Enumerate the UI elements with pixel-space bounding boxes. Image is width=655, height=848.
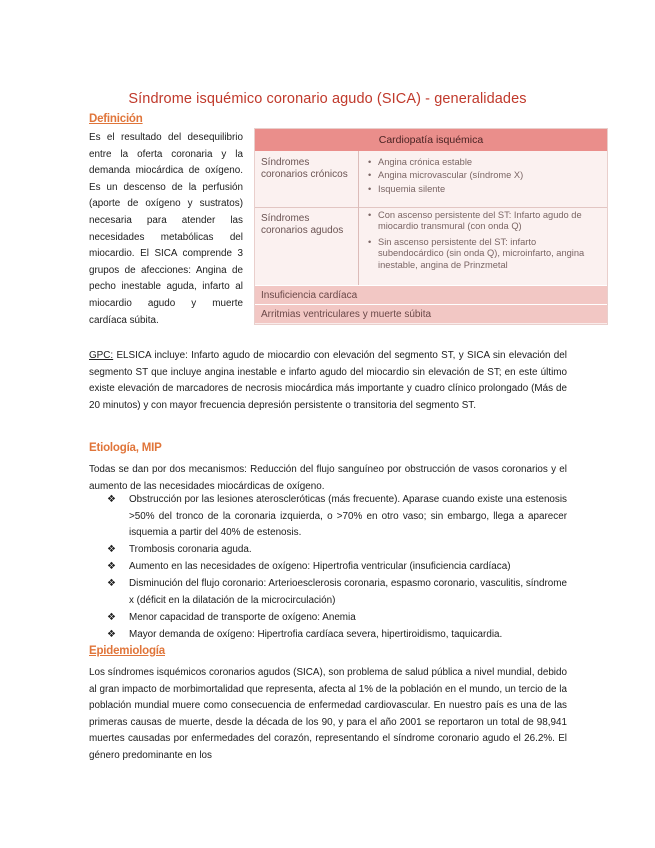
diamond-bullet-icon: ❖ — [107, 544, 116, 556]
bullet-icon: • — [368, 170, 372, 181]
gpc-text: ELSICA incluye: Infarto agudo de miocardio con elevación del segmento ST, y SICA sin elevación del segmento ST que incluye angina inestable e infarto agudo del miocardio sin elevación de ST; en este último existe elevación de marcadores de necrosis miocárdica más importante y cuadro clínico prolongado (Más de 20 minutos) y con mayor frecuencia depresión persistente o transitoria del segmento ST. — [89, 350, 567, 411]
figure-band-arritmias: Arritmias ventriculares y muerte súbita — [255, 304, 607, 323]
bullet-icon: • — [368, 157, 372, 167]
diamond-bullet-icon: ❖ — [107, 578, 116, 590]
figure-band-insuficiencia: Insuficiencia cardíaca — [255, 285, 607, 304]
list-item: ❖ Disminución del flujo coronario: Arterioesclerosis coronaria, espasmo coronario, vasculitis, síndrome x (déficit en la dilatación de la microcirculación) — [107, 578, 567, 607]
list-item: ❖ Menor capacidad de transporte de oxígeno: Anemia — [107, 610, 567, 627]
etiologia-intro: Todas se dan por dos mecanismos: Reducción del flujo sanguíneo por obstrucción de vasos coronarios y el aumento de las necesidades miocárdicas de oxígeno. — [89, 464, 567, 492]
list-item: ❖ Obstrucción por las lesiones ateroscleróticas (más frecuente). Aparase cuando existe una estenosis >50% del tronco de la coronaria izquierda, o >70% en otro vaso; sin embargo, llega a aparecer isquemia a partir del 40% de estenosis. — [107, 494, 567, 539]
list-item: ❖ Mayor demanda de oxígeno: Hipertrofia cardíaca severa, hipertiroidismo, taquicardia. — [107, 627, 567, 644]
figure-item: • Angina crónica estable — [368, 157, 473, 167]
list-item: ❖ Aumento en las necesidades de oxígeno: Hipertrofia ventricular (insuficiencia cardíaca) — [107, 559, 567, 576]
gpc-paragraph — [89, 348, 567, 414]
figure-item: • Isquemia silente — [368, 183, 446, 194]
figure-row-label: Síndromes coronarios agudos — [261, 213, 344, 236]
figure-item: • Con ascenso persistente del ST: Infarto agudo de miocardio transmural (con onda Q) — [368, 210, 582, 232]
diamond-bullet-icon: ❖ — [107, 629, 116, 641]
figure-row-items — [368, 157, 600, 197]
epidemiologia-heading: Epidemiología — [89, 645, 165, 657]
etiologia-list — [107, 492, 567, 644]
figure-header: Cardiopatía isquémica — [255, 129, 607, 151]
definicion-text: Es el resultado del desequilibrio entre la oferta coronaria y la demanda miocárdica de oxígeno. Es un descenso de la perfusión (aporte de oxígeno y sustratos) necesaria para atender las necesidades metabólicas del miocardio. El SICA comprende 3 grupos de afecciones: Angina de pecho inestable aguda, infarto al miocardio agudo y muerte cardíaca súbita. — [89, 132, 243, 326]
diamond-bullet-icon: ❖ — [107, 612, 116, 624]
figure-row-items — [368, 210, 600, 273]
bullet-icon: • — [368, 183, 372, 194]
bullet-icon: • — [368, 210, 372, 220]
gpc-label: GPC: — [89, 350, 114, 361]
definicion-heading: Definición — [89, 113, 143, 125]
cardiopatia-isquemica-figure — [254, 128, 608, 325]
bullet-icon: • — [368, 236, 372, 247]
list-item: ❖ Trombosis coronaria aguda. — [107, 542, 567, 559]
figure-item: • Sin ascenso persistente del ST: infarto subendocárdico (sin onda Q), microinfarto, angina inestable, angina de Prinzmetal — [368, 236, 585, 270]
figure-divider — [358, 151, 359, 285]
epidemiologia-text: Los síndromes isquémicos coronarios agudos (SICA), son problema de salud pública a nivel mundial, debido al gran impacto de morbimortalidad que representa, afecta al 1% de la población en el mundo, un tercio de la población mundial muere como consecuencia de enfermedad cardiovascular. En nuestro país es una de las primeras causas de muerte, desde la década de los 90, y para el año 2001 se reportaron un total de 98,941 muertes causadas por enfermedades del corazón, representando el síndrome coronario agudo el 26.2%. El género predominante en los — [89, 667, 567, 761]
diamond-bullet-icon: ❖ — [107, 494, 116, 505]
figure-item: • Angina microvascular (síndrome X) — [368, 170, 524, 181]
diamond-bullet-icon: ❖ — [107, 561, 116, 573]
figure-row-label: Síndromes coronarios crónicos — [261, 157, 348, 180]
page-title: Síndrome isquémico coronario agudo (SICA) - generalidades — [128, 91, 527, 107]
etiologia-heading: Etiología, MIP — [89, 442, 162, 454]
